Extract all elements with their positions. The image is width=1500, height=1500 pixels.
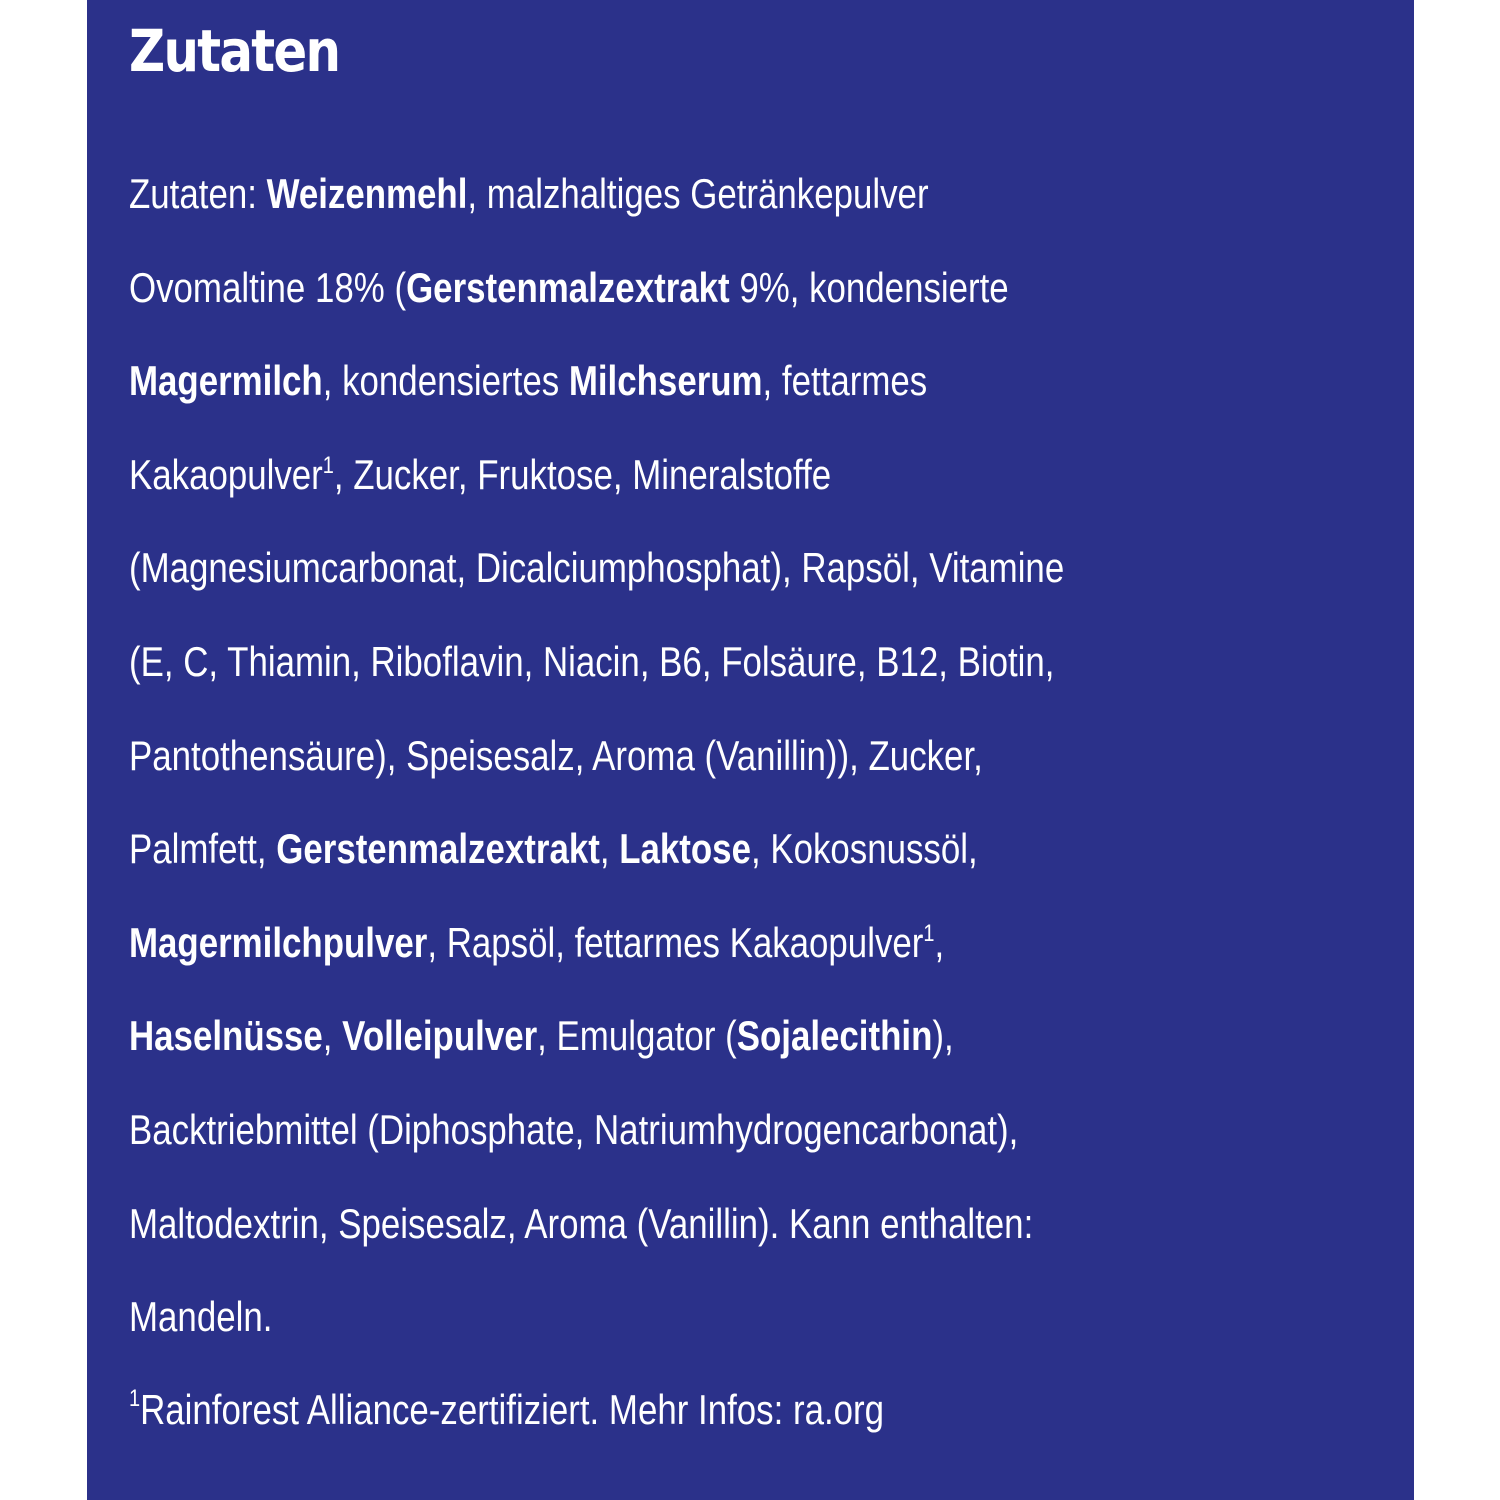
ingredient-text: , Kokosnussöl, — [750, 825, 978, 873]
allergen-text: Magermilch — [129, 357, 323, 405]
ingredient-line — [129, 147, 1183, 241]
ingredient-line — [129, 709, 1183, 803]
ingredients-text — [129, 147, 1399, 1364]
ingredient-text: Ovomaltine 18% ( — [129, 263, 407, 311]
ingredient-text: Backtriebmittel (Diphosphate, Natriumhydrogencarbonat), — [129, 1105, 1019, 1153]
ingredient-text: (E, C, Thiamin, Riboflavin, Niacin, B6, Folsäure, B12, Biotin, — [129, 637, 1055, 685]
section-title: Zutaten — [129, 17, 340, 85]
ingredient-text: , Emulgator ( — [537, 1012, 737, 1060]
footnote-marker: 1 — [129, 1385, 141, 1412]
ingredient-line — [129, 334, 1183, 428]
ingredients-panel — [87, 0, 1414, 1500]
ingredient-text: Palmfett, — [129, 825, 277, 873]
ingredient-text: ), — [932, 1012, 954, 1060]
ingredient-text: Mandeln. — [129, 1293, 273, 1341]
ingredient-line — [129, 989, 1183, 1083]
ingredient-text: , — [322, 1012, 343, 1060]
ingredient-text: , Zucker, Fruktose, Mineralstoffe — [333, 450, 832, 498]
allergen-text: Milchserum — [568, 357, 763, 405]
footnote-reference: 1 — [923, 919, 935, 947]
allergen-text: Weizenmehl — [266, 170, 468, 217]
ingredient-line — [129, 896, 1183, 990]
allergen-text: Laktose — [619, 825, 751, 873]
footnote — [129, 1370, 884, 1450]
ingredient-text: Pantothensäure), Speisesalz, Aroma (Vanillin)), Zucker, — [129, 731, 983, 779]
footnote-text: Rainforest Alliance-zertifiziert. Mehr Infos: ra.org — [140, 1386, 885, 1433]
allergen-text: Gerstenmalzextrakt — [276, 825, 600, 873]
ingredient-line — [129, 802, 1183, 896]
ingredient-text: , fettarmes — [762, 357, 928, 405]
ingredient-text: 9%, kondensierte — [729, 263, 1009, 311]
ingredient-text: , Rapsöl, fettarmes Kakaopulver — [427, 918, 924, 966]
ingredient-line — [129, 521, 1183, 615]
ingredient-text: Maltodextrin, Speisesalz, Aroma (Vanillin). Kann enthalten: — [129, 1199, 1034, 1247]
allergen-text: Magermilchpulver — [129, 918, 428, 966]
ingredient-line — [129, 428, 1183, 522]
allergen-text: Volleipulver — [342, 1012, 538, 1060]
ingredient-text: , — [599, 825, 620, 873]
allergen-text: Sojalecithin — [736, 1012, 933, 1060]
ingredient-text: , — [934, 918, 945, 966]
ingredient-text: Kakaopulver — [129, 450, 323, 498]
allergen-text: Gerstenmalzextrakt — [406, 263, 730, 311]
ingredient-line — [129, 241, 1183, 335]
footnote-reference: 1 — [322, 451, 334, 479]
ingredient-text: Zutaten: — [129, 170, 267, 217]
ingredient-text: (Magnesiumcarbonat, Dicalciumphosphat), Rapsöl, Vitamine — [129, 544, 1065, 592]
ingredient-line — [129, 1177, 1183, 1271]
ingredient-line — [129, 615, 1183, 709]
ingredient-line — [129, 1270, 1183, 1364]
ingredient-text: , malzhaltiges Getränkepulver — [467, 170, 929, 217]
ingredient-text: , kondensiertes — [322, 357, 569, 405]
allergen-text: Haselnüsse — [129, 1012, 323, 1060]
ingredient-line — [129, 1083, 1183, 1177]
